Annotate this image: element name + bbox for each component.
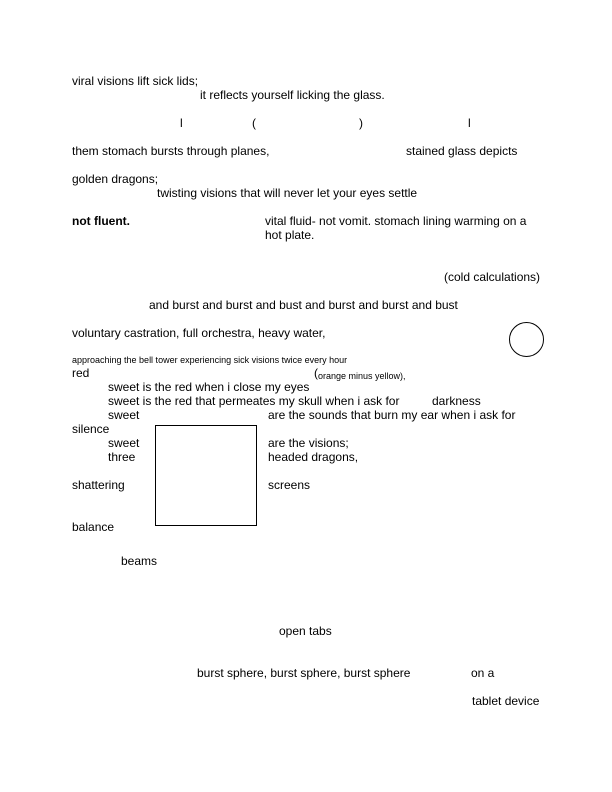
poem-line: three — [108, 450, 136, 464]
close-paren: ) — [359, 116, 363, 130]
poem-line: viral visions lift sick lids; — [72, 74, 199, 88]
poem-line: open tabs — [279, 624, 332, 638]
poem-line-small: approaching the bell tower experiencing sick visions twice every hour — [72, 355, 348, 365]
poem-line: screens — [268, 478, 311, 492]
poem-line: hot plate. — [265, 228, 315, 242]
poem-line: (cold calculations) — [444, 270, 541, 284]
poem-line: sweet — [108, 436, 140, 450]
bar-mark: l — [180, 116, 183, 130]
poem-line: darkness — [432, 394, 481, 408]
hollow-circle — [509, 322, 544, 357]
poem-line: on a — [471, 666, 495, 680]
bar-mark: l — [468, 116, 471, 130]
poem-line: twisting visions that will never let your eyes settle — [157, 186, 418, 200]
poem-line: vital fluid- not vomit. stomach lining warming on a — [265, 214, 527, 228]
poem-line: red — [72, 366, 90, 380]
poem-line: shattering — [72, 478, 125, 492]
poem-line-small: orange minus yellow), — [318, 371, 406, 381]
poem-line: silence — [72, 422, 110, 436]
poem-line: balance — [72, 520, 115, 534]
poem-line: golden dragons; — [72, 172, 159, 186]
poem-line: beams — [121, 554, 158, 568]
poem-line: and burst and burst and bust and burst and burst and bust — [149, 298, 458, 312]
poem-line: sweet — [108, 408, 140, 422]
poem-line: stained glass depicts — [406, 144, 518, 158]
poem-line: are the visions; — [268, 436, 349, 450]
open-paren: ( — [252, 116, 256, 130]
poem-line: burst sphere, burst sphere, burst sphere — [197, 666, 411, 680]
hollow-square — [155, 425, 257, 526]
poem-line: tablet device — [472, 694, 540, 708]
poem-line: them stomach bursts through planes, — [72, 144, 270, 158]
poem-line-bold: not fluent. — [72, 214, 130, 228]
poem-line: it reflects yourself licking the glass. — [200, 88, 385, 102]
open-paren: ( — [314, 366, 318, 380]
poem-line: are the sounds that burn my ear when i ask for — [268, 408, 516, 422]
poem-line: voluntary castration, full orchestra, heavy water, — [72, 326, 326, 340]
poem-line: sweet is the red when i close my eyes — [108, 380, 310, 394]
poem-line: headed dragons, — [268, 450, 359, 464]
poem-line: sweet is the red that permeates my skull when i ask for — [108, 394, 400, 408]
